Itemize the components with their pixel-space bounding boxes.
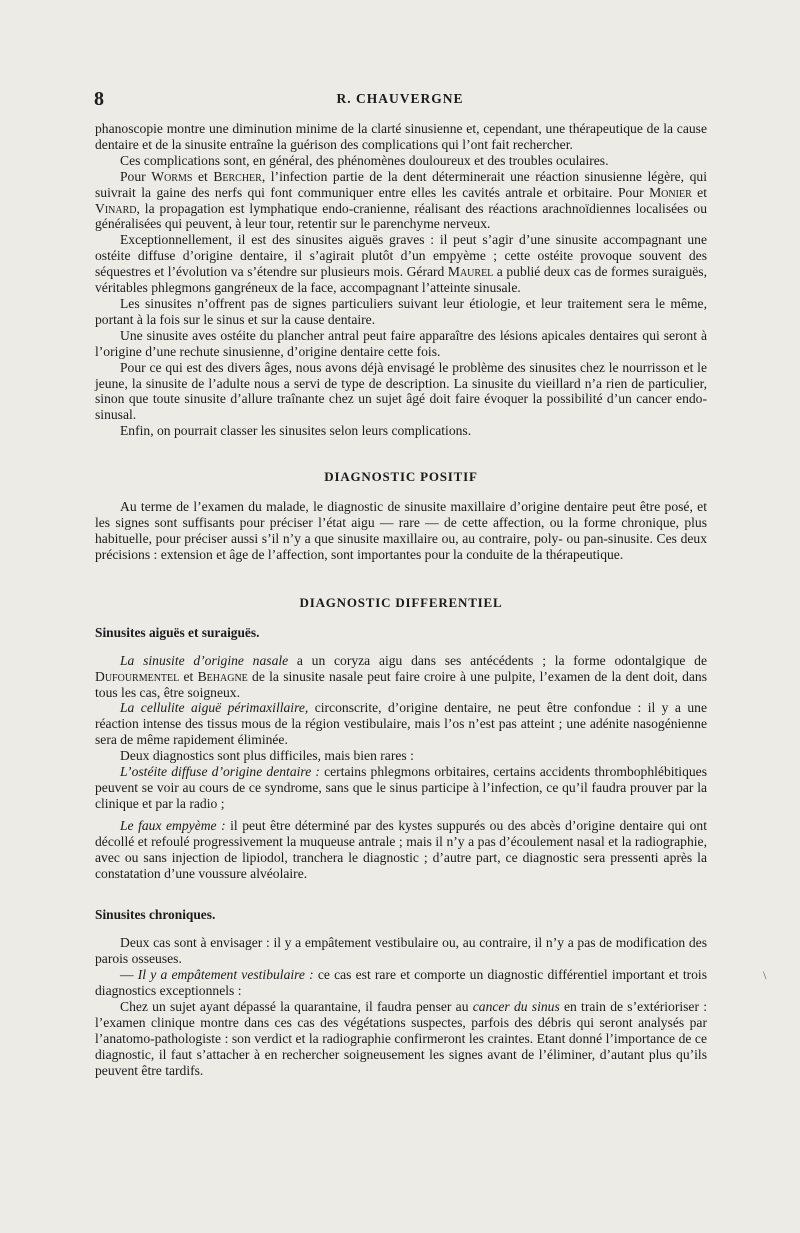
margin-tick-mark: \ xyxy=(763,968,767,982)
text-run: de la sinusite nasale peut faire croire à une pulpite, l’examen de la dent doit, dans tous les cas, être soigneux. xyxy=(95,668,707,700)
paragraph-d5 xyxy=(95,818,707,882)
paragraph-d4 xyxy=(95,764,707,812)
text-run: — xyxy=(120,967,138,983)
text-run: , la propagation est lymphatique endo-cranienne, réalisant des réactions arachnoïdiennes localisées ou généralisées qui peuvent, à leur tour, retentir sur le parenchyme nerveux. xyxy=(95,200,707,232)
paragraph-p6 xyxy=(95,328,707,360)
acute-sinusitis-paragraphs xyxy=(95,653,707,882)
paragraph-d1 xyxy=(95,653,707,701)
chronic-sinusitis-paragraphs xyxy=(95,935,707,1078)
paragraph-d2 xyxy=(95,700,707,748)
paragraph-c3 xyxy=(95,999,707,1079)
paragraph-p4 xyxy=(95,232,707,296)
text-run: Bercher xyxy=(213,168,262,184)
subsection-heading-sinusites-chroniques: Sinusites chroniques. xyxy=(95,907,216,923)
text-run: Pour xyxy=(120,168,152,184)
text-run: La sinusite d’origine nasale xyxy=(120,652,289,668)
subsection-heading-sinusites-aigues: Sinusites aiguës et suraiguës. xyxy=(95,624,260,640)
diagnostic-positif-paragraph: Au terme de l’examen du malade, le diagnostic de sinusite maxillaire d’origine dentaire peut être posé, et les signes sont suffisants pour préciser l’état aigu — rare — de cette affection, ou la forme chronique, plus habituelle, pour préciser aussi s’il n’y a que sinusite maxillaire ou, au contraire, poly- ou pan-sinusite. Ces deux précisions : extension et âge de l’affection, sont importantes pour la conduite de la thérapeutique. xyxy=(95,499,707,562)
paragraph-p7 xyxy=(95,360,707,424)
paragraph-p5 xyxy=(95,296,707,328)
page-header xyxy=(0,88,800,110)
text-run: Pour ce qui est des divers âges, nous avons déjà envisagé le problème des sinusites chez le nourrisson et le jeune, la sinusite de l’adulte nous a servi de type de description. La sinusite du vieillard n’a rien de particulier, sinon que toute sinusite d’allure traînante chez un sujet âgé doit faire évoquer la possibilité d’un cancer endo-sinusal. xyxy=(95,359,707,423)
running-head: R. CHAUVERGNE xyxy=(336,91,464,106)
text-run: cancer du sinus xyxy=(472,999,560,1015)
text-run: a publié deux cas de formes suraiguës, véritables phlegmons gangréneux de la face, accompagnant l’atteinte sinusale. xyxy=(95,264,707,296)
text-run: Les sinusites n’offrent pas de signes particuliers suivant leur étiologie, et leur traitement sera le même, portant à la fois sur le sinus et sur la cause dentaire. xyxy=(95,295,707,327)
text-run: en train de s’extérioriser : l’examen clinique montre dans ces cas des végétations suspectes, parfois des débris qui seront analysés par l’anatomo-pathologiste : son verdict et la radiographie confirmeront les craintes. Etant donné l’importance de ce diagnostic, il faut s’attacher à en rechercher soigneusement les signes avant de l’éliminer, d’autant plus qu’ils peuvent être tardifs. xyxy=(95,999,708,1078)
text-run: Il y a empâtement vestibulaire : xyxy=(137,967,314,983)
text-run: et xyxy=(691,184,707,200)
paragraph-p8 xyxy=(95,423,707,439)
text-run: Une sinusite aves ostéite du plancher antral peut faire apparaître des lésions apicales dentaires qui seront à l’origine d’une rechute sinusienne, d’origine dentaire cette fois. xyxy=(95,327,707,359)
text-run: La cellulite aiguë périmaxillaire, xyxy=(120,700,309,716)
text-run: Enfin, on pourrait classer les sinusites selon leurs complications. xyxy=(120,423,472,439)
paragraph-p3 xyxy=(95,169,707,233)
text-run: Maurel xyxy=(447,264,494,280)
text-run: et xyxy=(179,668,198,684)
text-run: Chez un sujet ayant dépassé la quarantaine, il faudra penser au xyxy=(120,999,473,1015)
section-heading-diagnostic-differentiel: DIAGNOSTIC DIFFERENTIEL xyxy=(299,594,503,610)
text-run: Deux cas sont à envisager : il y a empâtement vestibulaire ou, au contraire, il n’y a pas de modification des parois osseuses. xyxy=(95,935,707,967)
text-run: Exceptionnellement, il est des sinusites aiguës graves : il peut s’agir d’une sinusite accompagnant une ostéite diffuse d’origine dentaire, il s’agirait plutôt d’un empyème ; cette ostéite provoque souvent des séquestres et l’évolution va s’étendre sur plusieurs mois. Gérard xyxy=(95,232,707,280)
paragraph-c1 xyxy=(95,935,707,967)
text-run: circonscrite, d’origine dentaire, ne peut être confondue : il y a une réaction intense des tissus mous de la région vestibulaire, mais l’os n’est pas atteint ; une adénite nasogénienne sera de même rapidement éliminée. xyxy=(95,700,707,748)
text-run: Worms xyxy=(151,168,193,184)
text-run: Behagne xyxy=(197,668,248,684)
paragraph-c2 xyxy=(95,967,707,999)
text-run: phanoscopie montre une diminution minime de la clarté sinusienne et, cependant, une thérapeutique de la cause dentaire et de la sinusite entraîne la guérison des complications qui l’ont fait rechercher. xyxy=(95,121,707,152)
paragraph-p1 xyxy=(95,121,707,153)
paragraph-p2 xyxy=(95,153,707,169)
page-number: 8 xyxy=(94,88,104,110)
text-run: Vinard xyxy=(95,200,137,216)
text-run: Deux diagnostics sont plus difficiles, mais bien rares : xyxy=(120,748,414,764)
text-run: et xyxy=(192,168,214,184)
text-run: Le faux empyème : xyxy=(120,817,226,833)
text-run: certains phlegmons orbitaires, certains accidents thrombophlébitiques peuvent se voir au cours de ce syndrome, sans que le sinus participe à l’infection, ce qu’il faudra prouver par la clinique et par la radio ; xyxy=(95,764,708,811)
text-run: il peut être déterminé par des kystes suppurés ou des abcès d’origine dentaire qui ont décollé et refoulé progressivement la muqueuse antrale ; mais il n’y a pas d’écoulement nasal et la radiographie, avec ou sans injection de lipiodol, tranchera le diagnostic ; d’autre part, ce diagnostic sera pressenti après la constatation d’une voussure alvéolaire. xyxy=(95,817,707,881)
paragraph-d3 xyxy=(95,748,707,764)
intro-paragraphs xyxy=(95,121,707,439)
text-run: a un coryza aigu dans ses antécédents ; la forme odontalgique de xyxy=(288,652,707,668)
section-heading-diagnostic-positif: DIAGNOSTIC POSITIF xyxy=(324,469,478,485)
text-run: Monier xyxy=(649,184,692,200)
page-body xyxy=(95,121,707,1079)
text-run: Ces complications sont, en général, des phénomènes douloureux et des troubles oculaires. xyxy=(120,152,609,168)
text-run: L’ostéite diffuse d’origine dentaire : xyxy=(120,764,320,780)
text-run: ce cas est rare et comporte un diagnostic différentiel important et trois diagnostics exceptionnels : xyxy=(95,967,707,999)
text-run: , l’infection partie de la dent déterminerait une réaction sinusienne légère, qui suivrait la gaine des nerfs qui font communiquer entre elles les cavités antrale et orbitaire. Pour xyxy=(95,168,707,200)
text-run: Dufourmentel xyxy=(95,668,180,684)
